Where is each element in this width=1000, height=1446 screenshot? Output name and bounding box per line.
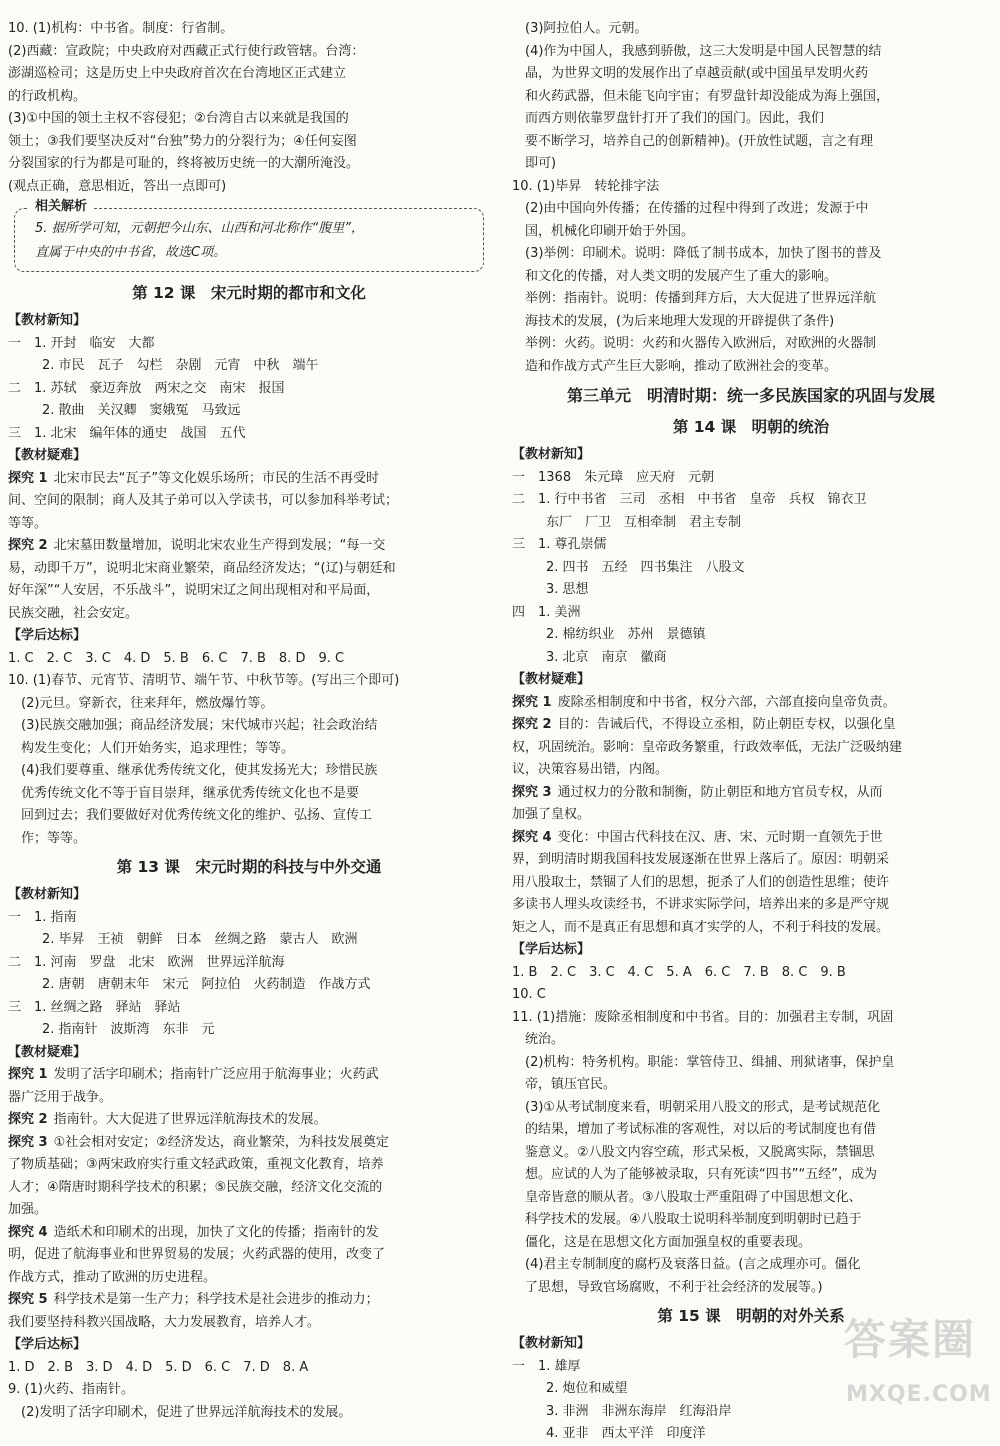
text-line: 1. B 2. C 3. C 4. C 5. A 6. C 7. B 8. C 9. B <box>512 964 846 980</box>
text-line: 构发生变化；人们开始务实，追求理性；等等。 <box>8 740 295 756</box>
text-line: 海技术的发展，(为后来地理大发现的开辟提供了条件) <box>512 313 835 329</box>
inquiry-line <box>512 917 990 940</box>
inquiry-text: 等等。 <box>8 515 48 531</box>
top-answers-left <box>8 18 490 198</box>
section-header: 【教材疑难】 <box>8 1044 87 1060</box>
inquiry-line <box>512 714 990 737</box>
inquiry-text: 发明了活字印刷术；指南针广泛应用于航海事业；火药武 <box>53 1067 379 1082</box>
knowledge-line: 2. 四书 五经 四书集注 八股文 <box>546 559 745 575</box>
lesson-12-difficulties <box>8 468 490 626</box>
text-line: 直属于中央的中书省，故选C项。 <box>35 245 227 260</box>
knowledge-line: 2. 指南针 波斯湾 东非 元 <box>42 1022 215 1037</box>
inquiry-line <box>512 782 990 805</box>
text-line: 举例：指南针。说明：传播到拜方后，大大促进了世界远洋航 <box>512 291 877 306</box>
inquiry-line <box>8 535 490 558</box>
text-line: 的结果，增加了考试标准的客观性，对以后的考试制度也有借 <box>512 1122 877 1137</box>
inquiry-text: 间、空间的限制；商人及其子弟可以入学读书，可以参加科举考试； <box>8 493 399 508</box>
knowledge-line: 三 1. 尊孔崇儒 <box>512 537 607 552</box>
inquiry-line <box>512 872 990 895</box>
section-header: 【教材疑难】 <box>512 672 591 687</box>
inquiry-text: 用八股取士，禁锢了人们的思想，扼杀了人们的创造性思维；使许 <box>512 874 890 890</box>
text-line: 和火药武器，但未能飞向宇宙；有罗盘针却没能成为海上强国， <box>512 88 890 104</box>
lesson-14-difficulties <box>512 692 990 940</box>
text-line: 造和作战方式产生巨大影响，推动了欧洲社会的变革。 <box>512 358 838 374</box>
section-header: 【学后达标】 <box>512 942 591 957</box>
text-line: 10. (1)春节、元宵节、清明节、端午节、中秋节等。(写出三个即可) <box>8 673 400 688</box>
text-line: 即可) <box>512 156 557 171</box>
text-line: 国，机械化印刷开始于外国。 <box>512 223 695 239</box>
lesson-12-title: 第 12 课 宋元时期的都市和文化 <box>132 284 366 302</box>
text-line: (3)举例：印刷术。说明：降低了制书成本，加快了图书的普及 <box>512 246 882 261</box>
knowledge-line: 三 1. 丝绸之路 驿站 驿站 <box>8 999 181 1015</box>
lesson-14-title: 第 14 课 明朝的统治 <box>672 418 830 436</box>
text-line: (4)君主专制制度的腐朽及衰落日益。(言之成理亦可。僵化 <box>512 1257 861 1272</box>
inquiry-text: 指南针。大大促进了世界远洋航海技术的发展。 <box>53 1112 327 1127</box>
section-header: 【教材新知】 <box>8 887 87 902</box>
inquiry-text: 界，到明清时期我国科技发展逐渐在世界上落后了。原因：明朝采 <box>512 852 890 867</box>
knowledge-line: 3. 思想 <box>546 582 589 597</box>
inquiry-text: 民族交融，社会安定。 <box>8 605 139 621</box>
text-line: 帝，镇压官民。 <box>512 1077 617 1092</box>
knowledge-line: 三 1. 北宋 编年体的通史 战国 五代 <box>8 425 246 441</box>
text-line: (3)民族交融加强；商品经济发展；宋代城市兴起；社会政治结 <box>8 718 378 733</box>
lesson-13-difficulties <box>8 1064 490 1334</box>
knowledge-line: 一 1. 雄厚 <box>512 1358 581 1374</box>
unit-3-title: 第三单元 明清时期：统一多民族国家的巩固与发展 <box>566 386 935 405</box>
knowledge-line: 东厂 厂卫 互相牵制 君主专制 <box>546 514 742 530</box>
watermark-cn: 答案圈 <box>844 1315 977 1364</box>
inquiry-line <box>8 1267 490 1290</box>
inquiry-text: 明，促进了航海事业和世界贸易的发展；火药武器的使用，改变了 <box>8 1247 386 1262</box>
section-header: 【学后达标】 <box>8 1337 87 1352</box>
inquiry-line <box>8 1087 490 1110</box>
inquiry-text: 多读书人埋头攻读经书，不讲求实际学问，培养出来的多是严守规 <box>512 897 890 912</box>
knowledge-line: 二 1. 行中书省 三司 丞相 中书省 皇帝 兵权 锦衣卫 <box>512 492 867 507</box>
inquiry-text: 议，决策容易出错，内阁。 <box>512 762 669 777</box>
inquiry-line <box>8 558 490 581</box>
inquiry-text: 北宋市民去“瓦子”等文化娱乐场所；市民的生活不再受时 <box>53 470 380 486</box>
text-line: 分裂国家的行为都是可耻的，终将被历史统一的大潮所淹没。 <box>8 156 360 171</box>
knowledge-line: 二 1. 河南 罗盘 北宋 欧洲 世界远洋航海 <box>8 954 285 970</box>
inquiry-text: 易，动即千万”，说明北宋商业繁荣，商品经济发达；“(辽)与朝廷和 <box>8 560 396 576</box>
inquiry-line <box>512 894 990 917</box>
inquiry-text: 了物质基础；③两宋政府实行重文轻武政策，重视文化教育，培养 <box>8 1157 384 1172</box>
knowledge-line: 2. 毕昇 王祯 朝鲜 日本 丝绸之路 蒙古人 欧洲 <box>42 932 358 947</box>
knowledge-line: 2. 唐朝 唐朝末年 宋元 阿拉伯 火药制造 作战方式 <box>42 977 371 992</box>
inquiry-label: 探究 5 <box>8 1292 48 1307</box>
section-header: 【教材疑难】 <box>8 448 87 463</box>
inquiry-line <box>8 1244 490 1267</box>
inquiry-line <box>512 804 990 827</box>
inquiry-line <box>8 490 490 513</box>
knowledge-line: 3. 非洲 非洲东海岸 红海沿岸 <box>546 1403 732 1419</box>
text-line: 僵化，这是在思想文化方面加强皇权的重要表现。 <box>512 1234 812 1250</box>
inquiry-line <box>8 513 490 536</box>
text-line: (2)发明了活字印刷术，促进了世界远洋航海技术的发展。 <box>8 1404 352 1420</box>
lesson-15-title: 第 15 课 明朝的对外关系 <box>657 1307 845 1325</box>
text-line: 优秀传统文化不等于盲目崇拜，继承优秀传统文化也不是要 <box>8 785 360 801</box>
inquiry-label: 探究 4 <box>8 1224 48 1240</box>
text-line: 晶，为世界文明的发展作出了卓越贡献(或中国虽早发明火药 <box>512 66 869 81</box>
inquiry-label: 探究 3 <box>512 784 552 800</box>
text-line: (2)元旦。穿新衣，往来拜年，燃放爆竹等。 <box>8 695 274 711</box>
text-line: (3)①中国的领土主权不容侵犯；②台湾自古以来就是我国的 <box>8 111 349 126</box>
knowledge-line: 一 1368 朱元璋 应天府 元朝 <box>512 469 715 485</box>
inquiry-text: 作战方式，推动了欧洲的历史进程。 <box>8 1269 217 1285</box>
section-header: 【学后达标】 <box>8 628 87 643</box>
inquiry-label: 探究 2 <box>512 717 552 732</box>
knowledge-line: 一 1. 指南 <box>8 909 77 925</box>
inquiry-line <box>8 1199 490 1222</box>
inquiry-label: 探究 2 <box>8 538 48 553</box>
lesson-13-exercises <box>8 1357 490 1425</box>
left-column <box>8 18 490 1424</box>
inquiry-line <box>8 1222 490 1245</box>
lesson-14-new-knowledge <box>512 467 990 670</box>
inquiry-text: 人才；④隋唐时期科学技术的积累；⑤民族交融，经济文化交流的 <box>8 1179 383 1195</box>
inquiry-line <box>8 1312 490 1335</box>
watermark-logo <box>838 1315 992 1410</box>
related-analysis-title: 相关解析 <box>29 196 93 219</box>
lesson-14-exercises <box>512 962 990 1300</box>
inquiry-line <box>8 1132 490 1155</box>
inquiry-text: 科学技术是第一生产力；科学技术是社会进步的推动力； <box>53 1292 379 1307</box>
related-analysis-box <box>14 199 484 272</box>
inquiry-line <box>512 692 990 715</box>
inquiry-line <box>8 468 490 491</box>
inquiry-text: 我们要坚持科教兴国战略，大力发展教育，培养人才。 <box>8 1314 321 1330</box>
text-line: (观点正确，意思相近，答出一点即可) <box>8 178 227 194</box>
text-line: (2)西藏：宣政院；中央政府对西藏正式行使行政管辖。台湾： <box>8 43 365 59</box>
text-line: 要不断学习，培养自己的创新精神)。(开放性试题，言之有理 <box>512 133 874 149</box>
knowledge-line: 2. 棉纺织业 苏州 景德镇 <box>546 627 706 642</box>
right-column <box>512 18 990 1446</box>
inquiry-text: 加强了皇权。 <box>512 807 591 822</box>
text-line: 1. C 2. C 3. C 4. D 5. B 6. C 7. B 8. D 9. C <box>8 650 345 666</box>
inquiry-text: 造纸术和印刷术的出现，加快了文化的传播；指南针的发 <box>53 1224 379 1240</box>
text-line: 11. (1)措施：废除丞相制度和中书省。目的：加强君主专制，巩固 <box>512 1009 894 1025</box>
text-line: 的行政机构。 <box>8 88 87 104</box>
text-line: (4)作为中国人，我感到骄傲，这三大发明是中国人民智慧的结 <box>512 43 882 59</box>
text-line: 10. C <box>512 987 546 1002</box>
inquiry-label: 探究 2 <box>8 1112 48 1127</box>
text-line: 科学技术的发展。④八股取士说明科举制度到明朝时已趋于 <box>512 1212 862 1227</box>
lesson-12-exercises <box>8 648 490 851</box>
inquiry-line <box>8 1154 490 1177</box>
inquiry-line <box>512 827 990 850</box>
text-line: 想。应试的人为了能够被录取，只有死读“四书”“五经”，成为 <box>512 1167 877 1182</box>
top-answers-right <box>512 18 990 378</box>
section-header: 【教材新知】 <box>512 1336 591 1351</box>
inquiry-line <box>512 759 990 782</box>
text-line: 作；等等。 <box>8 830 87 846</box>
inquiry-text: 北宋墓田数量增加，说明北宋农业生产得到发展；“每一交 <box>53 538 386 553</box>
knowledge-line: 4. 亚非 西太平洋 印度洋 <box>546 1426 706 1441</box>
inquiry-text: 矩之人，而不是真正有思想和真才实学的人，不利于科技的发展。 <box>512 919 890 935</box>
text-line: 澎湖巡检司；这是历史上中央政府首次在台湾地区正式建立 <box>8 66 347 81</box>
inquiry-line <box>512 737 990 760</box>
knowledge-line: 二 1. 苏轼 豪迈奔放 两宋之交 南宋 报国 <box>8 380 285 396</box>
inquiry-text: 目的：告诫后代，不得设立丞相，防止朝臣专权，以强化皇 <box>557 717 896 732</box>
text-line: 而西方则依靠罗盘针打开了我们的国门。因此，我们 <box>512 111 825 126</box>
text-line: 鉴意义。②八股文内容空疏，形式呆板，又脱离实际，禁锢思 <box>512 1144 875 1160</box>
watermark-en: MXQE.COM <box>846 1381 992 1407</box>
text-line: 回到过去；我们要做好对优秀传统文化的维护、弘扬、宣传工 <box>8 808 373 823</box>
knowledge-line: 2. 散曲 关汉卿 窦娥冤 马致远 <box>42 403 241 418</box>
knowledge-line: 2. 市民 瓦子 勾栏 杂剧 元宵 中秋 端午 <box>42 358 319 373</box>
inquiry-line <box>8 1289 490 1312</box>
inquiry-line <box>8 603 490 626</box>
text-line: 领土；③我们要坚决反对“台独”势力的分裂行为；④任何妄图 <box>8 133 357 149</box>
inquiry-text: 废除丞相制度和中书省，权分六部，六部直接向皇帝负责。 <box>557 694 896 710</box>
section-header: 【教材新知】 <box>8 313 87 328</box>
inquiry-text: 通过权力的分散和制衡，防止朝臣和地方官员专权，从而 <box>557 784 883 800</box>
text-line: 5. 据所学可知，元朝把今山东、山西和河北称作“腹里”， <box>35 221 365 236</box>
text-line: (3)阿拉伯人。元朝。 <box>512 21 648 36</box>
lesson-12-new-knowledge <box>8 333 490 446</box>
text-line: 10. (1)机构：中书省。制度：行省制。 <box>8 21 234 36</box>
knowledge-line: 2. 炮位和威望 <box>546 1381 628 1396</box>
text-line: 统治。 <box>512 1032 565 1047</box>
text-line: (4)我们要尊重、继承优秀传统文化，使其发扬光大；珍惜民族 <box>8 763 378 778</box>
inquiry-line <box>8 580 490 603</box>
inquiry-text: 加强。 <box>8 1202 48 1217</box>
inquiry-text: 好年深”“人安居，不乐战斗”，说明宋辽之间出现相对和平局面， <box>8 583 380 598</box>
text-line: 举例：火药。说明：火药和火器传入欧洲后，对欧洲的火器制 <box>512 336 877 351</box>
related-analysis-text <box>35 217 471 265</box>
inquiry-label: 探究 4 <box>512 829 552 845</box>
knowledge-line: 一 1. 开封 临安 大都 <box>8 335 155 351</box>
lesson-13-title: 第 13 课 宋元时期的科技与中外交通 <box>116 858 382 876</box>
knowledge-line: 四 1. 美洲 <box>512 604 581 620</box>
section-header: 【教材新知】 <box>512 447 591 462</box>
text-line: 1. D 2. B 3. D 4. D 5. D 6. C 7. D 8. A <box>8 1359 309 1375</box>
text-line: (2)机构：特务机构。职能：掌管侍卫、缉捕、刑狱诸事，保护皇 <box>512 1054 895 1070</box>
text-line: 皇帝皆意的顺从者。③八股取士严重阻碍了中国思想文化、 <box>512 1189 862 1205</box>
inquiry-label: 探究 1 <box>8 470 48 486</box>
text-line: 10. (1)毕昇 转轮排字法 <box>512 178 660 194</box>
inquiry-text: 权，巩固统治。影响：皇帝政务繁重，行政效率低，无法广泛吸纳建 <box>512 739 903 755</box>
text-line: (2)由中国向外传播；在传播的过程中得到了改进；发源于中 <box>512 201 869 216</box>
knowledge-line: 3. 北京 南京 徽商 <box>546 649 667 665</box>
text-line: 了思想，导致官场腐败，不利于社会经济的发展等。) <box>512 1279 823 1295</box>
inquiry-line <box>512 849 990 872</box>
inquiry-line <box>8 1109 490 1132</box>
inquiry-line <box>8 1064 490 1087</box>
inquiry-label: 探究 1 <box>8 1067 48 1082</box>
inquiry-text: 变化：中国古代科技在汉、唐、宋、元时期一直领先于世 <box>557 829 883 845</box>
inquiry-label: 探究 1 <box>512 694 552 710</box>
lesson-13-new-knowledge <box>8 907 490 1042</box>
inquiry-label: 探究 3 <box>8 1134 48 1150</box>
inquiry-text: 器广泛用于战争。 <box>8 1089 113 1105</box>
inquiry-line <box>8 1177 490 1200</box>
text-line: 和文化的传播，对人类文明的发展产生了重大的影响。 <box>512 268 838 284</box>
inquiry-text: ①社会相对安定；②经济发达，商业繁荣，为科技发展奠定 <box>53 1134 389 1150</box>
text-line: 9. (1)火药、指南针。 <box>8 1382 134 1397</box>
text-line: (3)①从考试制度来看，明朝采用八股文的形式，是考试规范化 <box>512 1099 881 1115</box>
